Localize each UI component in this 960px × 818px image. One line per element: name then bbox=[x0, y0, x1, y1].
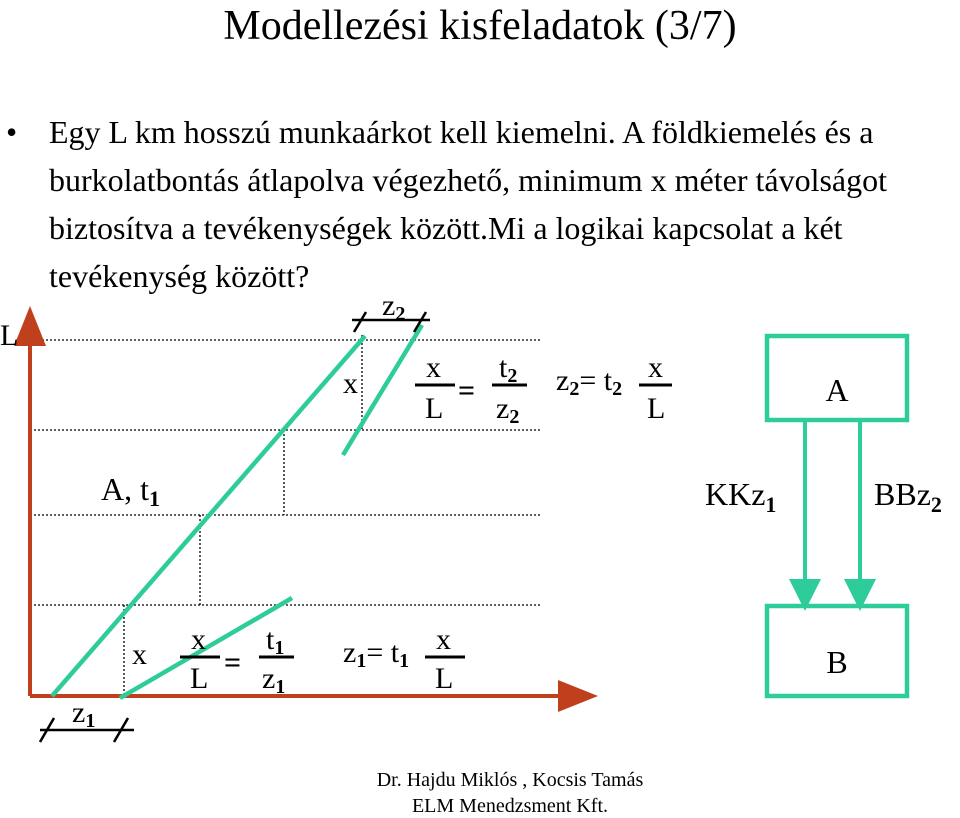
x-label-top: x bbox=[343, 367, 358, 400]
bullet-text: Egy L km hosszú munkaárkot kell kiemelni. A földkiemelés és a burkolatbontás átlapolva végezhető, minimum x méter távolságot biztosítva a tevékenységek között.Mi a logikai kapcsolat a két tevékenység között? bbox=[49, 114, 887, 294]
formula-top-frac2-num: t2 bbox=[499, 351, 518, 387]
activity-a-line bbox=[52, 336, 365, 696]
node-a-label: A bbox=[825, 372, 849, 408]
formula-top-eq: = bbox=[458, 374, 476, 407]
x-label-bottom: x bbox=[132, 638, 147, 671]
formula-bottom-frac1-den: L bbox=[190, 662, 209, 695]
top-lag-label: z2 bbox=[382, 289, 406, 325]
fraction-bars bbox=[180, 385, 672, 657]
slide-title: Modellezési kisfeladatok (3/7) bbox=[223, 3, 737, 49]
formula-top-frac2-den: z2 bbox=[496, 392, 520, 428]
formula-top-result-num: x bbox=[648, 351, 663, 384]
formula-top-frac1-num: x bbox=[426, 351, 441, 384]
link-left-label: KKz$_1$ bbox=[705, 476, 777, 517]
formula-bottom-frac2-den: z1 bbox=[262, 662, 286, 698]
formula-bottom-result-num: x bbox=[436, 623, 451, 656]
activity-label: A, t1 bbox=[101, 471, 160, 511]
formula-bottom-frac1-num: x bbox=[191, 623, 206, 656]
formula-top-result-den: L bbox=[647, 392, 666, 425]
node-b-label: B bbox=[826, 644, 848, 680]
link-right-label: BBz$_2$ bbox=[874, 476, 942, 517]
footer-company: ELM Menedzsment Kft. bbox=[411, 795, 609, 817]
bullet-marker: • bbox=[6, 114, 18, 150]
formula-bottom-eq: = bbox=[224, 646, 242, 679]
formula-top-frac1-den: L bbox=[425, 392, 444, 425]
footer-authors: Dr. Hajdu Miklós , Kocsis Tamás bbox=[376, 769, 644, 791]
y-axis-label: L bbox=[0, 319, 19, 352]
formula-bottom-frac2-num: t1 bbox=[266, 623, 285, 659]
formula-bottom-result: z1= t1 bbox=[343, 636, 410, 672]
bottom-lag-label: z1 bbox=[72, 696, 96, 732]
formula-top bbox=[425, 351, 665, 428]
formula-top-result: z2= t2 bbox=[556, 364, 623, 400]
formula-bottom-result-den: L bbox=[435, 662, 454, 695]
